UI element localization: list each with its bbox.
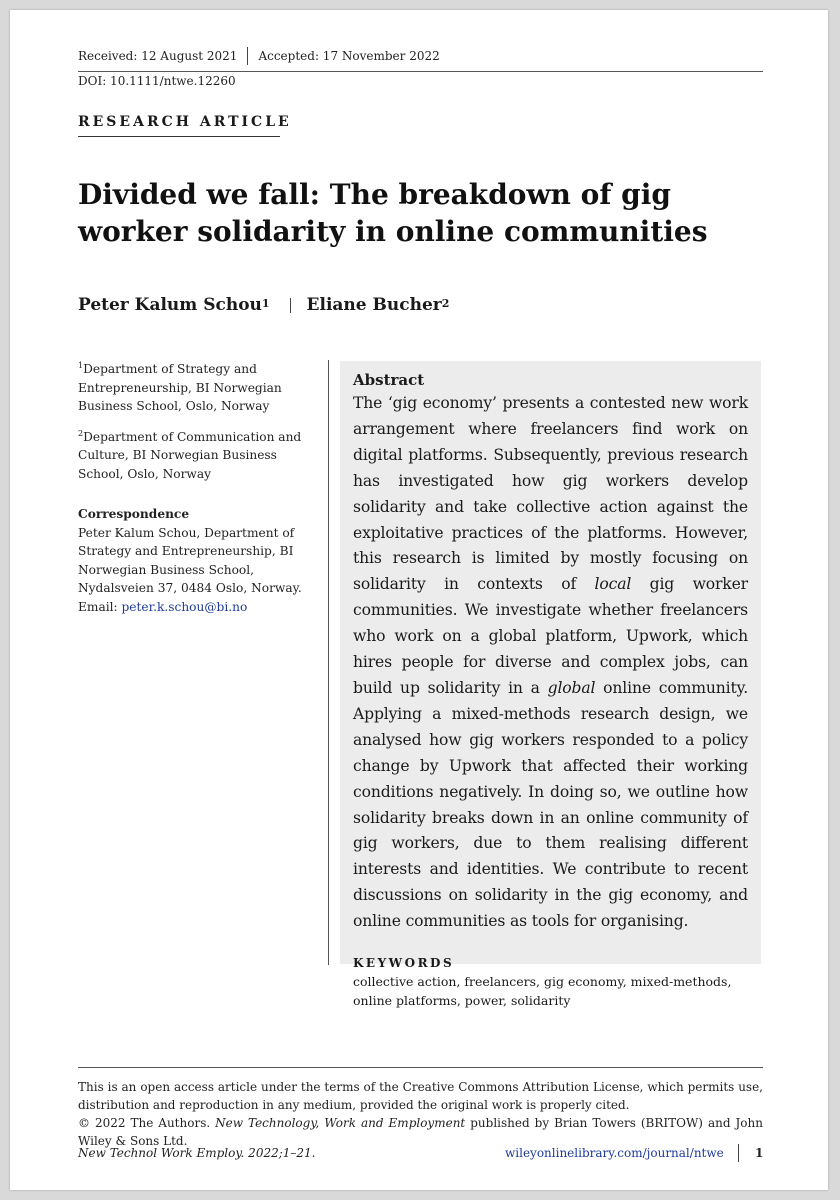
received-date: Received: 12 August 2021: [78, 49, 238, 63]
author-affiliation-mark: 2: [441, 296, 450, 310]
author-name: Peter Kalum Schou: [78, 295, 262, 315]
doi: DOI: 10.1111/ntwe.12260: [78, 74, 236, 88]
author-affiliation-mark: 1: [261, 296, 270, 310]
abstract-emphasis: global: [547, 678, 596, 697]
article-dates: [78, 47, 440, 65]
correspondence-text: [78, 524, 323, 617]
affiliation: [78, 357, 323, 416]
license-text: This is an open access article under the terms of the Creative Commons Attribution License, which permits use, distribution and reproduction in any medium, provided the original work is properly cited.: [78, 1080, 763, 1112]
affiliation-mark: 1: [78, 361, 84, 370]
footer-divider: [738, 1144, 739, 1162]
author-list: [78, 295, 449, 315]
abstract-text: [353, 391, 748, 935]
affiliation-column: [78, 357, 323, 616]
section-underline: [78, 136, 280, 137]
copyright-text: © 2022 The Authors.: [78, 1116, 211, 1130]
journal-full-name: New Technology, Work and Employment: [215, 1116, 466, 1130]
header-rule: [78, 71, 763, 72]
abstract-box: [340, 361, 761, 1009]
affiliation-text: Department of Strategy and Entrepreneurship, BI Norwegian Business School, Oslo, Norway: [78, 362, 282, 414]
abstract-emphasis: local: [594, 575, 632, 594]
correspondence-heading: Correspondence: [78, 507, 190, 522]
journal-url-link[interactable]: wileyonlinelibrary.com/journal/ntwe: [505, 1146, 724, 1160]
publisher-text: published by Brian Towers (BRITOW) and John Wiley & Sons Ltd.: [78, 1116, 763, 1148]
footer-rule: [78, 1067, 763, 1068]
abstract-text-part: online community. Applying a mixed-methods research design, we analysed how gig workers responded to a policy change by Upwork that affected their working conditions negatively. In doing so, we outline how solidarity breaks down in an online community of gig workers, due to them realising different interests and identities. We contribute to recent discussions on solidarity in the gig economy, and online communities as tools for organising.: [353, 678, 748, 931]
correspondence-address: Peter Kalum Schou, Department of Strategy and Entrepreneurship, BI Norwegian Business School, Nydalsveien 37, 0484 Oslo, Norway.: [78, 525, 302, 596]
article-title: Divided we fall: The breakdown of gig worker solidarity in online communities: [78, 178, 708, 248]
page-number: 1: [755, 1146, 764, 1160]
author-divider: [290, 298, 291, 313]
abstract-heading: Abstract: [353, 371, 425, 389]
affiliation-mark: 2: [78, 428, 84, 438]
accepted-date: Accepted: 17 November 2022: [258, 49, 440, 63]
license-notice: [78, 1078, 763, 1150]
date-divider: [247, 47, 248, 65]
keywords-list: collective action, freelancers, gig economy, mixed-methods, online platforms, power, solidarity: [353, 974, 732, 1009]
affiliation-text: Department of Communication and Culture, BI Norwegian Business School, Oslo, Norway: [78, 429, 302, 481]
affiliation: [78, 425, 323, 484]
column-divider: [328, 360, 329, 965]
author-name: Eliane Bucher: [306, 295, 442, 315]
abstract-text-part: gig worker communities. We investigate whether freelancers who work on a global platform, Upwork, which hires people for diverse and complex jobs, can build up solidarity in a: [353, 575, 748, 697]
journal-citation: New Technol Work Employ. 2022;1–21.: [78, 1146, 316, 1160]
email-link[interactable]: peter.k.schou@bi.no: [121, 599, 248, 614]
email-label: Email:: [78, 599, 118, 614]
article-page: [10, 10, 828, 1190]
section-label: RESEARCH ARTICLE: [78, 114, 292, 130]
abstract-text-part: The ‘gig economy’ presents a contested new work arrangement where freelancers find work on digital platforms. Subsequently, previous research has investigated how gig workers develop solidarity and take collective action against the exploitative practices of the platforms. However, this research is limited by mostly focusing on solidarity in contexts of: [353, 394, 748, 594]
keywords-heading: KEYWORDS: [353, 956, 455, 971]
